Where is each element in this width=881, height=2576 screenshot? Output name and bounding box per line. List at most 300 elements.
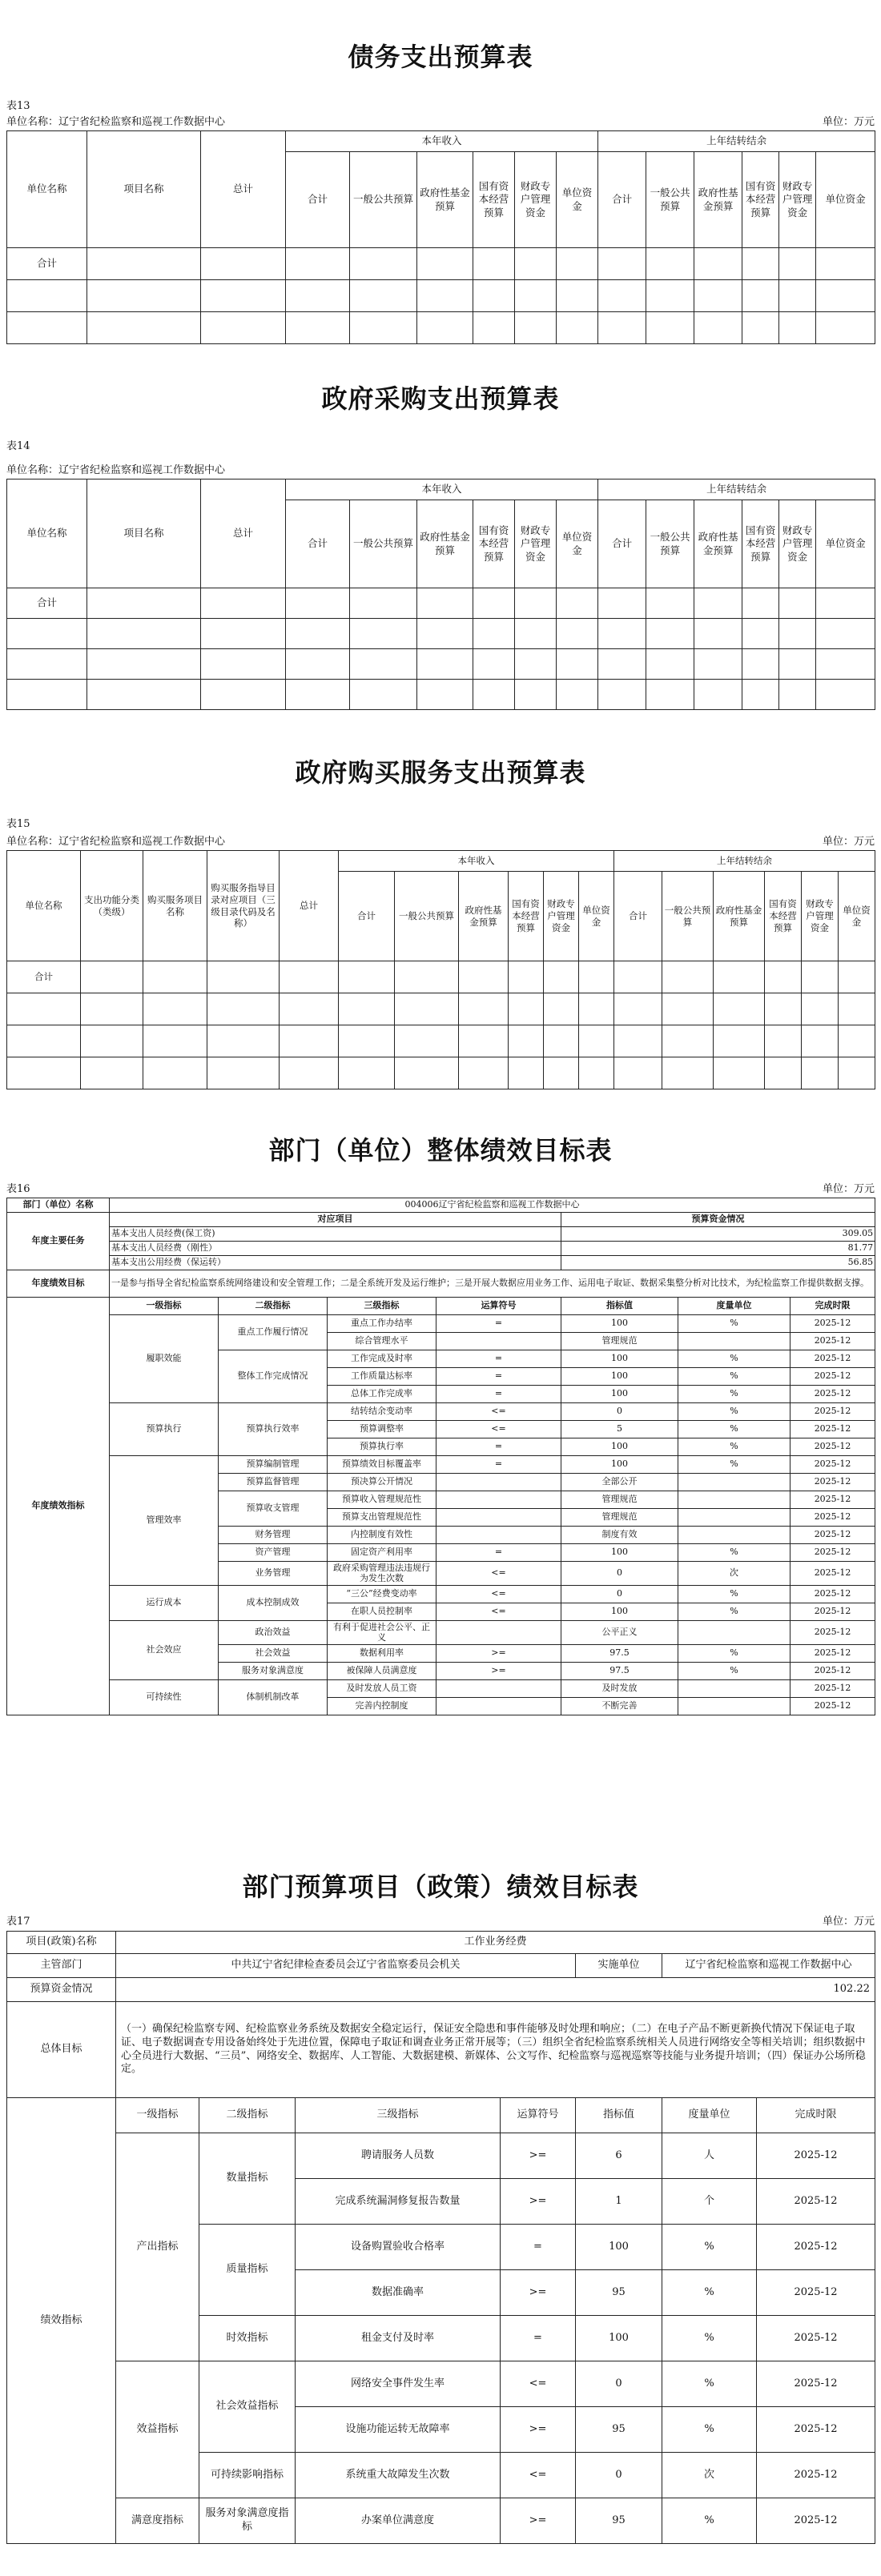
col-general: 一般公共预算 [395, 872, 459, 961]
level3-cell: 办案单位满意度 [296, 2498, 501, 2544]
operator-cell [436, 1474, 561, 1491]
operator-cell: <= [501, 2453, 576, 2498]
col-unit: 度量单位 [678, 1298, 790, 1315]
unit-cell: % [678, 1315, 790, 1333]
level3-cell: 政府采购管理违法违规行为发生次数 [328, 1562, 436, 1586]
operator-cell: = [436, 1456, 561, 1474]
unit-cell: % [678, 1586, 790, 1603]
indicator-label: 绩效指标 [7, 2098, 116, 2544]
unit-cell: % [662, 2407, 757, 2453]
unit-cell [678, 1527, 790, 1544]
level3-cell: 数据准确率 [296, 2270, 501, 2316]
deadline-cell: 2025-12 [790, 1544, 875, 1562]
col-general: 一般公共预算 [646, 500, 694, 588]
col-carryover: 上年结转结余 [598, 131, 875, 152]
total-row-label: 合计 [7, 961, 81, 993]
table-row [7, 961, 875, 993]
deadline-cell: 2025-12 [757, 2361, 875, 2407]
value-cell: 0 [561, 1586, 678, 1603]
deadline-cell: 2025-12 [790, 1621, 875, 1645]
level3-cell: 数据利用率 [328, 1645, 436, 1663]
table13-number: 表13 [6, 100, 30, 112]
level1-cell: 管理效率 [110, 1456, 219, 1586]
operator-cell: = [436, 1315, 561, 1333]
col-unit-name: 单位名称 [7, 131, 87, 248]
unit-cell [678, 1621, 790, 1645]
operator-cell: = [501, 2316, 576, 2361]
col-fund: 政府性基金预算 [694, 152, 742, 248]
level2-cell: 数量指标 [199, 2133, 296, 2225]
table17-title: 部门预算项目（政策）绩效目标表 [242, 1872, 639, 1902]
deadline-cell: 2025-12 [790, 1586, 875, 1603]
unit-cell: 人 [662, 2133, 757, 2179]
table-row [7, 1403, 875, 1421]
unit-cell: % [678, 1456, 790, 1474]
level3-cell: 系统重大故障发生次数 [296, 2453, 501, 2498]
goal-text: （一）确保纪检监察专网、纪检监察业务系统及数据安全稳定运行，保证安全隐患和事件能够及时处理和响应；（二）在电子产品不断更新换代情况下保证电子取证、电子数据调查专用设备始终处于先进位置，保障电子取证和调查业务正常开展等；（三）组织全省纪检监察系统相关人员进行网络安全等相关培训；组织数据中心全员进行大数据、“三员”、网络安全、数据库、人工智能、大数据建模、新媒体、公文写作、纪检监察与巡视巡察等技能与业务提升培训；（四）保证办公场所稳定。 [116, 2002, 875, 2098]
col-deadline: 完成时限 [757, 2098, 875, 2133]
col-project-name: 项目名称 [87, 479, 201, 588]
col-sum: 合计 [598, 152, 646, 248]
col-soe: 国有资本经营预算 [473, 500, 515, 588]
unit-cell: % [678, 1438, 790, 1456]
col-operator: 运算符号 [501, 2098, 576, 2133]
table16 [6, 1198, 875, 1715]
item-amount: 81.77 [561, 1242, 875, 1256]
value-cell: 管理规范 [561, 1509, 678, 1527]
table-row [7, 619, 875, 649]
col-function-class: 支出功能分类（类级） [81, 851, 143, 961]
level2-cell: 预算监督管理 [219, 1474, 328, 1491]
level2-cell: 社会效益指标 [199, 2361, 296, 2453]
level3-cell: 租金支付及时率 [296, 2316, 501, 2361]
value-cell: 97.5 [561, 1663, 678, 1680]
goal-label: 总体目标 [7, 2002, 116, 2098]
value-cell: 0 [576, 2453, 662, 2498]
deadline-cell: 2025-12 [790, 1456, 875, 1474]
unit-cell [678, 1698, 790, 1715]
level3-cell: 预算支出管理规范性 [328, 1509, 436, 1527]
level3-cell: 完善内控制度 [328, 1698, 436, 1715]
value-cell: 6 [576, 2133, 662, 2179]
table-row [7, 993, 875, 1025]
table-row [7, 1025, 875, 1057]
value-cell: 0 [561, 1562, 678, 1586]
level3-cell: 预算调整率 [328, 1421, 436, 1438]
operator-cell: >= [501, 2133, 576, 2179]
level1-cell: 可持续性 [110, 1680, 219, 1715]
table-row [7, 1680, 875, 1698]
value-cell: 管理规范 [561, 1491, 678, 1509]
operator-cell [436, 1527, 561, 1544]
col-service-name: 购买服务项目名称 [143, 851, 207, 961]
value-cell: 95 [576, 2270, 662, 2316]
impl-value: 辽宁省纪检监察和巡视工作数据中心 [662, 1954, 875, 1978]
operator-cell: >= [501, 2179, 576, 2225]
col-current-income: 本年收入 [286, 131, 598, 152]
table-row [7, 2361, 875, 2407]
deadline-cell: 2025-12 [790, 1474, 875, 1491]
value-cell: 0 [561, 1403, 678, 1421]
unit-cell: % [678, 1663, 790, 1680]
total-row-label: 合计 [7, 248, 87, 280]
level3-cell: 设备购置验收合格率 [296, 2225, 501, 2270]
table-row [7, 1242, 875, 1256]
col-level1: 一级指标 [110, 1298, 219, 1315]
level3-cell: 综合管理水平 [328, 1333, 436, 1350]
dept-value: 中共辽宁省纪律检查委员会辽宁省监察委员会机关 [116, 1954, 576, 1978]
operator-cell: = [436, 1544, 561, 1562]
item-amount: 56.85 [561, 1256, 875, 1270]
level2-cell: 资产管理 [219, 1544, 328, 1562]
dept-label: 部门（单位）名称 [7, 1198, 110, 1213]
col-soe: 国有资本经营预算 [473, 152, 515, 248]
deadline-cell: 2025-12 [790, 1386, 875, 1403]
col-guide-catalog: 购买服务指导目录对应项目（三级目录代码及名称） [207, 851, 280, 961]
item-name: 基本支出公用经费（保运转） [110, 1256, 561, 1270]
col-value: 指标值 [576, 2098, 662, 2133]
col-special: 财政专户管理资金 [779, 152, 816, 248]
unit-cell: % [678, 1403, 790, 1421]
unit-cell: % [678, 1386, 790, 1403]
unit-cell: % [662, 2225, 757, 2270]
col-sum: 合计 [598, 500, 646, 588]
level3-cell: 固定资产利用率 [328, 1544, 436, 1562]
dept-label: 主管部门 [7, 1954, 116, 1978]
level2-cell: 体制机制改革 [219, 1680, 328, 1715]
value-cell: 及时发放 [561, 1680, 678, 1698]
total-row-label: 合计 [7, 588, 87, 619]
table17-number: 表17 [6, 1916, 30, 1928]
level3-cell: 重点工作办结率 [328, 1315, 436, 1333]
operator-cell: = [436, 1350, 561, 1368]
col-level3: 三级指标 [296, 2098, 501, 2133]
value-cell: 100 [561, 1603, 678, 1621]
table13-unit-name: 单位名称：辽宁省纪检监察和巡视工作数据中心 [6, 116, 226, 128]
fund-label: 预算资金情况 [7, 1978, 116, 2002]
col-sum: 合计 [286, 500, 350, 588]
level2-cell: 业务管理 [219, 1562, 328, 1586]
table16-number: 表16 [6, 1183, 30, 1195]
deadline-cell: 2025-12 [790, 1333, 875, 1350]
value-cell: 0 [576, 2361, 662, 2407]
operator-cell [436, 1491, 561, 1509]
level3-cell: 内控制度有效性 [328, 1527, 436, 1544]
col-carryover: 上年结转结余 [598, 479, 875, 500]
operator-cell: >= [436, 1645, 561, 1663]
value-cell: 100 [561, 1438, 678, 1456]
level3-cell: 结转结余变动率 [328, 1403, 436, 1421]
col-fund: 政府性基金预算 [714, 872, 765, 961]
unit-cell: % [678, 1368, 790, 1386]
col-deadline: 完成时限 [790, 1298, 875, 1315]
table-row [7, 2133, 875, 2179]
col-soe: 国有资本经营预算 [742, 152, 779, 248]
deadline-cell: 2025-12 [757, 2270, 875, 2316]
level2-cell: 服务对象满意度指标 [199, 2498, 296, 2544]
col-fund: 预算资金情况 [561, 1213, 875, 1227]
col-project-name: 项目名称 [87, 131, 201, 248]
unit-cell [678, 1333, 790, 1350]
operator-cell: <= [436, 1421, 561, 1438]
table13-title: 债务支出预算表 [348, 42, 533, 72]
col-level2: 二级指标 [219, 1298, 328, 1315]
value-cell: 95 [576, 2407, 662, 2453]
table14-unit-name: 单位名称：辽宁省纪检监察和巡视工作数据中心 [6, 464, 226, 476]
col-soe: 国有资本经营预算 [742, 500, 779, 588]
col-operator: 运算符号 [436, 1298, 561, 1315]
col-general: 一般公共预算 [350, 500, 417, 588]
deadline-cell: 2025-12 [790, 1403, 875, 1421]
col-special: 财政专户管理资金 [515, 500, 557, 588]
unit-cell [678, 1509, 790, 1527]
level1-cell: 运行成本 [110, 1586, 219, 1621]
value-cell: 95 [576, 2498, 662, 2544]
level2-cell: 政治效益 [219, 1621, 328, 1645]
col-item: 对应项目 [110, 1213, 561, 1227]
level2-cell: 成本控制成效 [219, 1586, 328, 1621]
level3-cell: 在职人员控制率 [328, 1603, 436, 1621]
level2-cell: 服务对象满意度 [219, 1663, 328, 1680]
unit-cell: % [662, 2316, 757, 2361]
table14-title: 政府采购支出预算表 [321, 383, 560, 414]
table15-unit: 单位：万元 [822, 836, 875, 848]
col-current-income: 本年收入 [339, 851, 614, 872]
level3-cell: 预算收入管理规范性 [328, 1491, 436, 1509]
col-sum: 合计 [614, 872, 662, 961]
col-soe: 国有资本经营预算 [765, 872, 802, 961]
fund-value: 102.22 [116, 1978, 875, 2002]
deadline-cell: 2025-12 [790, 1438, 875, 1456]
deadline-cell: 2025-12 [790, 1645, 875, 1663]
col-special: 财政专户管理资金 [779, 500, 816, 588]
value-cell: 100 [561, 1315, 678, 1333]
value-cell: 100 [576, 2225, 662, 2270]
operator-cell: <= [436, 1403, 561, 1421]
unit-cell: % [678, 1603, 790, 1621]
level2-cell: 质量指标 [199, 2225, 296, 2316]
col-general: 一般公共预算 [350, 152, 417, 248]
level3-cell: 设施功能运转无故障率 [296, 2407, 501, 2453]
col-carryover: 上年结转结余 [614, 851, 875, 872]
table14 [6, 479, 875, 710]
value-cell: 100 [561, 1456, 678, 1474]
level1-cell: 履职效能 [110, 1315, 219, 1403]
unit-cell: % [662, 2270, 757, 2316]
col-value: 指标值 [561, 1298, 678, 1315]
level3-cell: 完成系统漏洞修复报告数量 [296, 2179, 501, 2225]
col-special: 财政专户管理资金 [802, 872, 839, 961]
deadline-cell: 2025-12 [790, 1421, 875, 1438]
col-unit: 度量单位 [662, 2098, 757, 2133]
col-special: 财政专户管理资金 [515, 152, 557, 248]
col-unit-fund: 单位资金 [579, 872, 614, 961]
operator-cell: >= [501, 2270, 576, 2316]
table15-title: 政府购买服务支出预算表 [295, 757, 586, 788]
annual-task-label: 年度主要任务 [7, 1213, 110, 1270]
item-amount: 309.05 [561, 1227, 875, 1242]
operator-cell: = [436, 1438, 561, 1456]
item-name: 基本支出人员经费(保工资) [110, 1227, 561, 1242]
deadline-cell: 2025-12 [790, 1368, 875, 1386]
dept-value: 004006辽宁省纪检监察和巡视工作数据中心 [110, 1198, 875, 1213]
operator-cell [436, 1680, 561, 1698]
operator-cell: >= [501, 2498, 576, 2544]
deadline-cell: 2025-12 [757, 2498, 875, 2544]
table-row [7, 312, 875, 344]
col-soe: 国有资本经营预算 [509, 872, 544, 961]
table15 [6, 850, 875, 1089]
level2-cell: 可持续影响指标 [199, 2453, 296, 2498]
deadline-cell: 2025-12 [790, 1527, 875, 1544]
goal-text: 一是参与指导全省纪检监察系统网络建设和安全管理工作；二是全系统开发及运行维护；三是开展大数据应用业务工作、运用电子取证、数据采集整分析对比技术，为纪检监察工作提供数据支撑。 [110, 1270, 875, 1298]
table13-unit: 单位：万元 [822, 116, 875, 128]
value-cell: 5 [561, 1421, 678, 1438]
deadline-cell: 2025-12 [757, 2407, 875, 2453]
value-cell: 100 [561, 1350, 678, 1368]
unit-cell: 次 [662, 2453, 757, 2498]
table15-number: 表15 [6, 818, 30, 830]
level3-cell: 被保障人员满意度 [328, 1663, 436, 1680]
project-label: 项目(政策)名称 [7, 1932, 116, 1954]
col-fund: 政府性基金预算 [694, 500, 742, 588]
level3-cell: 及时发放人员工资 [328, 1680, 436, 1698]
level3-cell: 有利于促进社会公平、正义 [328, 1621, 436, 1645]
operator-cell: <= [436, 1603, 561, 1621]
table-row [7, 1057, 875, 1089]
col-sum: 合计 [286, 152, 350, 248]
col-total: 总计 [201, 131, 286, 248]
level3-cell: 聘请服务人员数 [296, 2133, 501, 2179]
deadline-cell: 2025-12 [790, 1315, 875, 1333]
col-level3: 三级指标 [328, 1298, 436, 1315]
value-cell: 100 [576, 2316, 662, 2361]
level2-cell: 社会效益 [219, 1645, 328, 1663]
deadline-cell: 2025-12 [790, 1603, 875, 1621]
level1-cell: 社会效应 [110, 1621, 219, 1680]
goal-label: 年度绩效目标 [7, 1270, 110, 1298]
col-unit-fund: 单位资金 [557, 500, 598, 588]
level3-cell: 网络安全事件发生率 [296, 2361, 501, 2407]
table-row [7, 1621, 875, 1645]
value-cell: 100 [561, 1544, 678, 1562]
table13 [6, 130, 875, 344]
col-general: 一般公共预算 [646, 152, 694, 248]
level3-cell: 预算绩效目标覆盖率 [328, 1456, 436, 1474]
level2-cell: 整体工作完成情况 [219, 1350, 328, 1403]
item-name: 基本支出人员经费（刚性） [110, 1242, 561, 1256]
table-row [7, 1315, 875, 1333]
col-level1: 一级指标 [116, 2098, 199, 2133]
value-cell: 不断完善 [561, 1698, 678, 1715]
level3-cell: 预算执行率 [328, 1438, 436, 1456]
unit-cell [678, 1680, 790, 1698]
operator-cell: >= [436, 1663, 561, 1680]
table-row [7, 248, 875, 280]
operator-cell: = [436, 1386, 561, 1403]
col-level2: 二级指标 [199, 2098, 296, 2133]
deadline-cell: 2025-12 [790, 1680, 875, 1698]
deadline-cell: 2025-12 [790, 1663, 875, 1680]
deadline-cell: 2025-12 [757, 2179, 875, 2225]
deadline-cell: 2025-12 [757, 2133, 875, 2179]
project-value: 工作业务经费 [116, 1932, 875, 1954]
table-row [7, 280, 875, 312]
unit-cell: % [678, 1421, 790, 1438]
table-row [7, 1256, 875, 1270]
level3-cell: 工作质量达标率 [328, 1368, 436, 1386]
table16-title: 部门（单位）整体绩效目标表 [268, 1135, 613, 1166]
table17 [6, 1931, 875, 2544]
unit-cell: % [678, 1350, 790, 1368]
operator-cell: = [501, 2225, 576, 2270]
unit-cell [678, 1491, 790, 1509]
col-special: 财政专户管理资金 [544, 872, 579, 961]
value-cell: 公平正义 [561, 1621, 678, 1645]
col-current-income: 本年收入 [286, 479, 598, 500]
col-unit-fund: 单位资金 [839, 872, 875, 961]
unit-cell: % [662, 2361, 757, 2407]
table-row [7, 649, 875, 680]
table-row [7, 680, 875, 710]
table-row [7, 1456, 875, 1474]
table-row [7, 1586, 875, 1603]
operator-cell: <= [436, 1586, 561, 1603]
deadline-cell: 2025-12 [757, 2316, 875, 2361]
operator-cell: = [436, 1368, 561, 1386]
deadline-cell: 2025-12 [790, 1562, 875, 1586]
value-cell: 97.5 [561, 1645, 678, 1663]
level2-cell: 财务管理 [219, 1527, 328, 1544]
operator-cell [436, 1333, 561, 1350]
col-unit-fund: 单位资金 [816, 500, 875, 588]
col-total: 总计 [201, 479, 286, 588]
indicator-label: 年度绩效指标 [7, 1298, 110, 1715]
col-unit-fund: 单位资金 [557, 152, 598, 248]
col-fund: 政府性基金预算 [417, 152, 473, 248]
deadline-cell: 2025-12 [757, 2225, 875, 2270]
deadline-cell: 2025-12 [790, 1491, 875, 1509]
level3-cell: 工作完成及时率 [328, 1350, 436, 1368]
unit-cell: 次 [678, 1562, 790, 1586]
table15-unit-name: 单位名称：辽宁省纪检监察和巡视工作数据中心 [6, 836, 226, 848]
value-cell: 100 [561, 1368, 678, 1386]
level3-cell: 预决算公开情况 [328, 1474, 436, 1491]
value-cell: 1 [576, 2179, 662, 2225]
unit-cell: % [678, 1544, 790, 1562]
level2-cell: 预算执行效率 [219, 1403, 328, 1456]
value-cell: 制度有效 [561, 1527, 678, 1544]
impl-label: 实施单位 [576, 1954, 662, 1978]
level1-cell: 产出指标 [116, 2133, 199, 2361]
deadline-cell: 2025-12 [790, 1698, 875, 1715]
operator-cell [436, 1509, 561, 1527]
unit-cell: 个 [662, 2179, 757, 2225]
col-unit-name: 单位名称 [7, 851, 81, 961]
value-cell: 100 [561, 1386, 678, 1403]
level2-cell: 预算编制管理 [219, 1456, 328, 1474]
level2-cell: 预算收支管理 [219, 1491, 328, 1527]
col-total: 总计 [280, 851, 339, 961]
unit-cell: % [678, 1645, 790, 1663]
table16-unit: 单位：万元 [822, 1183, 875, 1195]
table-row [7, 2498, 875, 2544]
level3-cell: 总体工作完成率 [328, 1386, 436, 1403]
level2-cell: 时效指标 [199, 2316, 296, 2361]
table-row [7, 1227, 875, 1242]
operator-cell [436, 1698, 561, 1715]
unit-cell: % [662, 2498, 757, 2544]
